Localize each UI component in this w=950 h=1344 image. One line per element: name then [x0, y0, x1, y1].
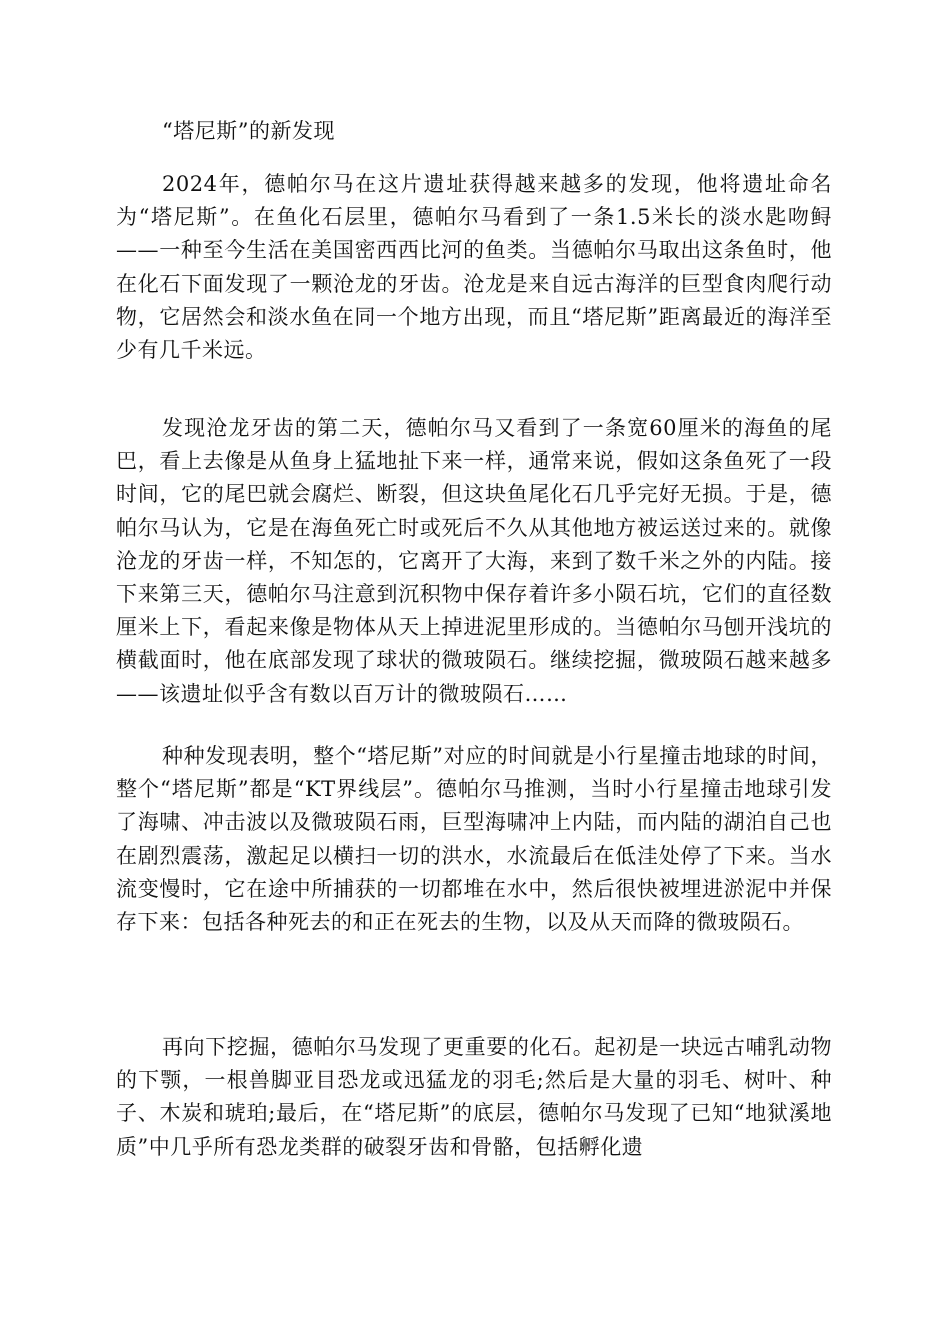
paragraph-2: 发现沧龙牙齿的第二天，德帕尔马又看到了一条宽60厘米的海鱼的尾巴，看上去像是从鱼身上猛地扯下来一样，通常来说，假如这条鱼死了一段时间，它的尾巴就会腐烂、断裂，但这块鱼尾化石几乎完好无损。于是，德帕尔马认为，它是在海鱼死亡时或死后不久从其他地方被运送过来的。就像沧龙的牙齿一样，不知怎的，它离开了大海，来到了数千米之外的内陆。接下来第三天，德帕尔马注意到沉积物中保存着许多小陨石坑，它们的直径数厘米上下，看起来像是物体从天上掉进泥里形成的。当德帕尔马刨开浅坑的横截面时，他在底部发现了球状的微玻陨石。继续挖掘，微玻陨石越来越多——该遗址似乎含有数以百万计的微玻陨石……: [116, 416, 832, 706]
section-title: “塔尼斯”的新发现: [162, 119, 335, 143]
paragraph-1: 2024年，德帕尔马在这片遗址获得越来越多的发现，他将遗址命名为“塔尼斯”。在鱼化石层里，德帕尔马看到了一条1.5米长的淡水匙吻鲟——一种至今生活在美国密西西比河的鱼类。当德帕尔马取出这条鱼时，他在化石下面发现了一颗沧龙的牙齿。沧龙是来自远古海洋的巨型食肉爬行动物，它居然会和淡水鱼在同一个地方出现，而且“塔尼斯”距离最近的海洋至少有几千米远。: [116, 172, 832, 363]
paragraph-3: 种种发现表明，整个“塔尼斯”对应的时间就是小行星撞击地球的时间，整个“塔尼斯”都是“KT界线层”。德帕尔马推测，当时小行星撞击地球引发了海啸、冲击波以及微玻陨石雨，巨型海啸冲上内陆，而内陆的湖泊自己也在剧烈震荡，激起足以横扫一切的洪水，水流最后在低洼处停了下来。当水流变慢时，它在途中所捕获的一切都堆在水中，然后很快被埋进淤泥中并保存下来：包括各种死去的和正在死去的生物，以及从天而降的微玻陨石。: [116, 744, 832, 935]
paragraph-4: 再向下挖掘，德帕尔马发现了更重要的化石。起初是一块远古哺乳动物的下颚，一根兽脚亚目恐龙或迅猛龙的羽毛;然后是大量的羽毛、树叶、种子、木炭和琥珀;最后，在“塔尼斯”的底层，德帕尔马发现了已知“地狱溪地质”中几乎所有恐龙类群的破裂牙齿和骨骼，包括孵化遗: [116, 1035, 832, 1159]
